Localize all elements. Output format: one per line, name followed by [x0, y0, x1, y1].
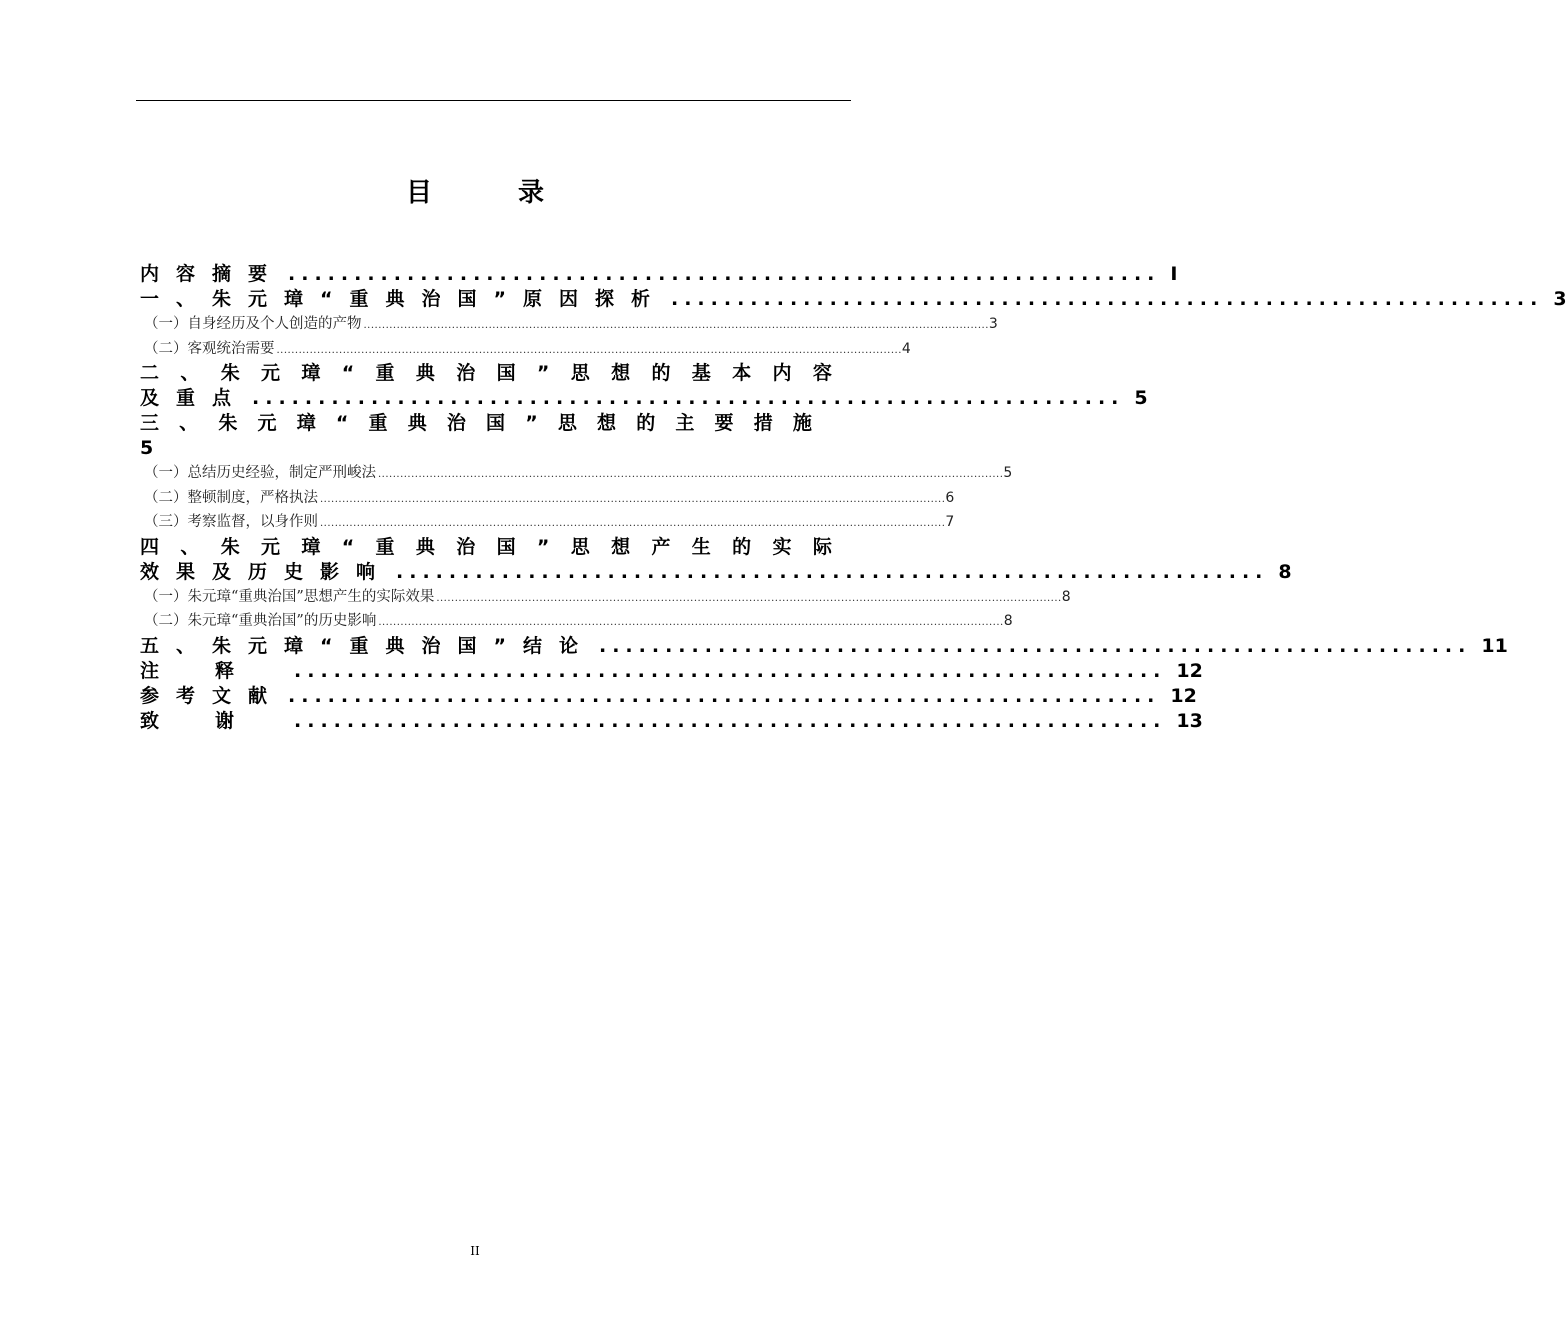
heading-char: 思: [570, 535, 590, 558]
toc-entry-section-4-2[interactable]: [140, 609, 1013, 634]
toc-page: 6: [945, 489, 955, 506]
heading-char: 典: [415, 362, 435, 384]
toc-entry-section-3-2[interactable]: [140, 486, 955, 511]
toc-entry-abstract[interactable]: [140, 262, 1178, 287]
heading-char: 元: [261, 535, 281, 558]
leader-dots: ..................................................................: [396, 560, 1269, 583]
heading-char: 朱: [220, 535, 240, 558]
leader-dots: ..................................................................: [288, 684, 1161, 707]
heading-char: 四: [140, 535, 160, 558]
heading-char: 、: [180, 362, 200, 384]
heading-char: 生: [691, 535, 711, 558]
heading-char: 国: [496, 362, 516, 384]
toc-page: 11: [1481, 634, 1508, 657]
leader-dots: ..........................................................................................................................................................................: [378, 469, 1004, 480]
toc-label: （二）整顿制度，严格执法: [144, 489, 318, 506]
toc-entry-section-1-2[interactable]: [140, 337, 911, 362]
heading-char: 元: [261, 362, 281, 384]
toc-label: （二）朱元璋“重典治国”的历史影响: [144, 613, 377, 629]
page-number: II: [470, 1244, 480, 1258]
heading-char: 重: [375, 535, 395, 558]
heading-char: 措: [753, 412, 773, 434]
leader-dots: ..........................................................................................................................................................................: [320, 493, 946, 505]
heading-char: ”: [536, 535, 550, 558]
toc-entry-section-3-3[interactable]: [140, 510, 955, 535]
table-of-contents: [140, 262, 1567, 734]
heading-char: 、: [179, 412, 199, 434]
heading-char: 三: [140, 412, 160, 434]
toc-page: 13: [1176, 709, 1203, 732]
heading-char: “: [335, 412, 349, 434]
toc-page: 8: [1061, 588, 1071, 605]
heading-char: 重: [368, 412, 388, 434]
heading-char: 治: [456, 362, 476, 384]
heading-char: 的: [732, 535, 752, 558]
toc-page: 12: [1170, 684, 1197, 707]
heading-char: “: [341, 535, 355, 558]
heading-char: “: [341, 362, 355, 384]
toc-label: 效果及历史影响: [140, 560, 393, 583]
toc-label: 参考文献: [140, 684, 285, 707]
toc-page: 8: [1278, 560, 1292, 583]
heading-char: 朱: [218, 412, 238, 434]
toc-entry-notes[interactable]: [140, 659, 1203, 684]
toc-entry-section-4-line1[interactable]: [140, 535, 832, 560]
toc-label: 内容摘要: [140, 263, 285, 285]
toc-entry-section-3-line1[interactable]: [140, 411, 812, 436]
heading-char: 治: [446, 412, 466, 434]
toc-page: 3: [1553, 288, 1567, 310]
toc-entry-section-4-1[interactable]: [140, 585, 1071, 610]
heading-char: 基: [691, 362, 711, 384]
heading-char: 要: [714, 412, 734, 434]
toc-page: 5: [1003, 465, 1013, 481]
heading-char: 国: [496, 535, 516, 558]
toc-label: （一）总结历史经验，制定严刑峻法: [144, 465, 376, 481]
heading-char: 想: [611, 535, 631, 558]
heading-char: 内: [772, 362, 792, 384]
leader-dots: ..................................................................: [294, 659, 1167, 682]
heading-char: 主: [675, 412, 695, 434]
leader-dots: ..................................................................: [670, 288, 1544, 310]
toc-label: （一）自身经历及个人创造的产物: [144, 316, 362, 332]
toc-label: 五、朱元璋“重典治国”结论: [140, 634, 595, 657]
toc-entry-references[interactable]: [140, 684, 1197, 709]
leader-dots: ..................................................................: [252, 387, 1125, 409]
heading-char: 璋: [301, 535, 321, 558]
heading-char: 典: [415, 535, 435, 558]
toc-entry-section-3-page: 5: [140, 437, 154, 459]
heading-char: 际: [812, 535, 832, 558]
header-rule: [136, 100, 851, 101]
toc-entry-section-4-line2[interactable]: [140, 560, 1292, 585]
heading-char: 的: [636, 412, 656, 434]
toc-entry-section-1-1[interactable]: [140, 312, 998, 337]
leader-dots: ..................................................................: [598, 634, 1472, 657]
toc-label: （三）考察监督，以身作则: [144, 514, 318, 530]
toc-label: 及重点: [140, 387, 249, 409]
heading-char: 产: [651, 535, 671, 558]
heading-char: 璋: [296, 412, 316, 434]
toc-entry-section-5[interactable]: [140, 634, 1508, 659]
heading-char: 、: [180, 535, 200, 558]
toc-label: 一、朱元璋“重典治国”原因探析: [140, 288, 667, 310]
heading-char: ”: [525, 412, 538, 434]
heading-char: 施: [792, 412, 812, 434]
toc-page: 12: [1176, 659, 1203, 682]
toc-entry-section-1[interactable]: [140, 287, 1567, 312]
toc-page: 8: [1003, 613, 1013, 629]
leader-dots: ..................................................................: [288, 263, 1161, 285]
heading-char: 思: [557, 412, 577, 434]
heading-char: 思: [570, 362, 590, 384]
heading-char: 二: [140, 362, 160, 384]
toc-page: 7: [945, 514, 955, 530]
toc-label: 致谢: [140, 709, 291, 732]
heading-char: 想: [597, 412, 617, 434]
leader-dots: ..........................................................................................................................................................................: [378, 617, 1004, 628]
heading-char: 国: [486, 412, 506, 434]
page-title: 目 录: [405, 178, 574, 208]
toc-label: （二）客观统治需要: [144, 340, 275, 357]
heading-char: 想: [611, 362, 631, 384]
leader-dots: ..........................................................................................................................................................................: [436, 592, 1062, 604]
leader-dots: ..........................................................................................................................................................................: [276, 344, 902, 356]
toc-page: 3: [988, 316, 998, 332]
toc-entry-section-3-1[interactable]: [140, 461, 1013, 486]
toc-page: 4: [901, 340, 911, 357]
leader-dots: ..................................................................: [294, 709, 1167, 732]
toc-page: I: [1170, 263, 1178, 285]
toc-entry-acknowledgements[interactable]: [140, 709, 1203, 734]
toc-entry-section-2-line1[interactable]: [140, 361, 832, 386]
heading-char: 治: [456, 535, 476, 558]
heading-char: 重: [375, 362, 395, 384]
heading-char: 璋: [301, 362, 321, 384]
heading-char: 的: [651, 362, 671, 384]
heading-char: ”: [536, 362, 550, 384]
heading-char: 容: [812, 362, 832, 384]
heading-char: 本: [732, 362, 752, 384]
heading-char: 典: [407, 412, 427, 434]
leader-dots: ..........................................................................................................................................................................: [320, 518, 946, 529]
toc-label: （一）朱元璋“重典治国”思想产生的实际效果: [144, 588, 435, 605]
toc-page: 5: [1134, 387, 1148, 409]
heading-char: 实: [772, 535, 792, 558]
heading-char: 朱: [220, 362, 240, 384]
toc-entry-section-2-line2[interactable]: [140, 386, 1148, 411]
toc-label: 注释: [140, 659, 291, 682]
leader-dots: ..........................................................................................................................................................................: [363, 320, 989, 331]
heading-char: 元: [257, 412, 277, 434]
